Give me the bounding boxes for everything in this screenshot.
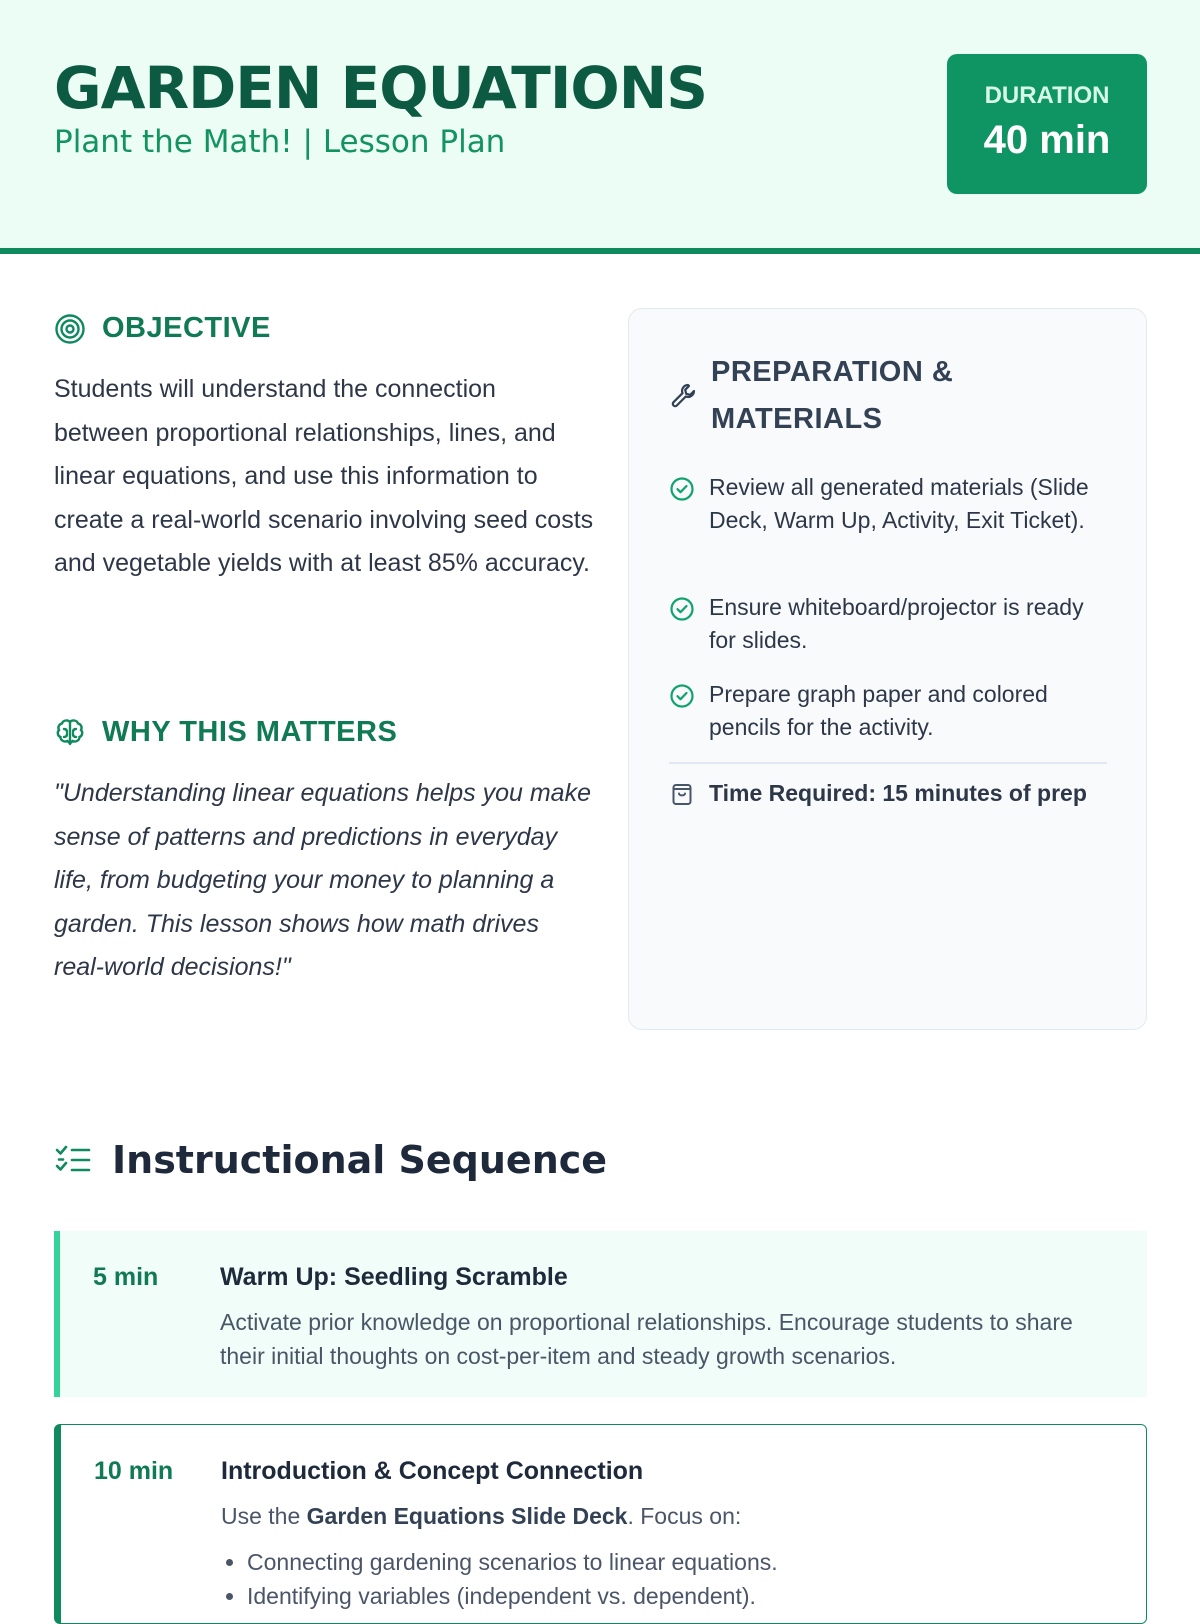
objective-heading-text: OBJECTIVE	[102, 312, 271, 344]
duration-badge	[947, 54, 1147, 194]
wrench-icon	[669, 381, 699, 411]
step-title: Introduction & Concept Connection	[221, 1457, 644, 1485]
step-description-suffix: . Focus on:	[627, 1503, 742, 1529]
step-description: Activate prior knowledge on proportional relationships. Encourage students to share their initial thoughts on cost-per-item and steady growth scenarios.	[220, 1309, 1073, 1369]
preparation-heading	[669, 349, 1109, 443]
duration-label: DURATION	[984, 82, 1110, 109]
prep-item-text: Ensure whiteboard/projector is ready for slides.	[709, 594, 1084, 653]
prep-item-text: Review all generated materials (Slide Deck, Warm Up, Activity, Exit Ticket).	[709, 474, 1089, 533]
check-circle-icon	[669, 476, 695, 502]
preparation-heading-text: PREPARATION & MATERIALS	[711, 356, 954, 435]
step-description-prefix: Use the	[221, 1503, 307, 1529]
step-bullet-list	[247, 1545, 1127, 1613]
why-text: "Understanding linear equations helps you make sense of patterns and predictions in everyday life, from budgeting your money to planning a garden. This lesson shows how math drives real-world decisions!"	[54, 779, 591, 981]
step-time: 5 min	[93, 1263, 159, 1291]
slide-deck-name: Garden Equations Slide Deck	[306, 1503, 628, 1529]
sequence-heading-text: Instructional Sequence	[112, 1138, 608, 1182]
prep-item	[669, 471, 1109, 537]
lesson-header	[0, 0, 1200, 254]
prep-time-required	[669, 780, 1109, 807]
step-bullet: • Connecting gardening scenarios to linear equations.	[247, 1545, 1127, 1579]
target-icon	[54, 313, 86, 345]
prep-time-text: Time Required: 15 minutes of prep	[709, 780, 1087, 806]
objective-heading	[54, 312, 271, 345]
preparation-card	[628, 308, 1147, 1030]
prep-divider	[669, 762, 1107, 764]
brain-icon	[54, 717, 86, 749]
step-description	[221, 1499, 1121, 1533]
why-heading	[54, 716, 397, 749]
step-time: 10 min	[94, 1457, 174, 1485]
hourglass-icon	[669, 781, 695, 807]
lesson-title: GARDEN EQUATIONS	[54, 54, 708, 122]
sequence-heading	[54, 1138, 607, 1182]
step-bullet: • Identifying variables (independent vs. dependent).	[247, 1579, 1127, 1613]
prep-item-text: Prepare graph paper and colored pencils for the activity.	[709, 681, 1048, 740]
sequence-step	[54, 1231, 1147, 1397]
check-circle-icon	[669, 596, 695, 622]
check-circle-icon	[669, 683, 695, 709]
objective-text: Students will understand the connection between proportional relationships, lines, and linear equations, and use this information to create a real-world scenario involving seed costs and vegetable yields with at least 85% accuracy.	[54, 375, 594, 577]
prep-item	[669, 591, 1109, 657]
prep-item	[669, 678, 1109, 744]
checklist-icon	[54, 1141, 92, 1179]
step-title: Warm Up: Seedling Scramble	[220, 1263, 568, 1291]
duration-value: 40 min	[983, 118, 1111, 162]
lesson-subtitle: Plant the Math! | Lesson Plan	[54, 124, 506, 160]
why-heading-text: WHY THIS MATTERS	[102, 716, 398, 748]
sequence-step	[54, 1424, 1147, 1624]
